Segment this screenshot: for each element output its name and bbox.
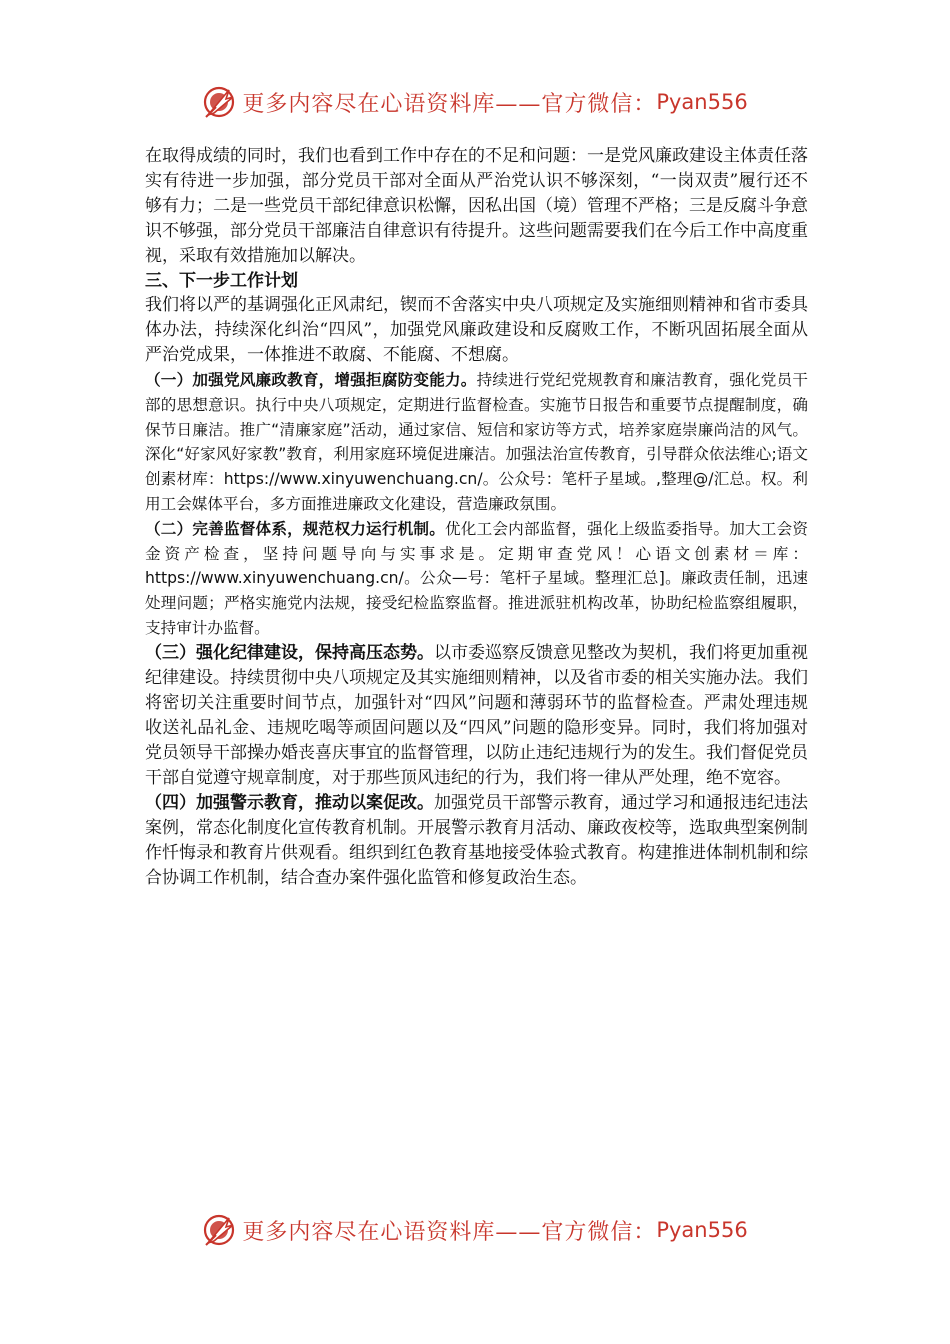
intro-paragraph: 在取得成绩的同时，我们也看到工作中存在的不足和问题：一是党风廉政建设主体责任落实有待进一步加强，部分党员干部对全面从严治党认识不够深刻，“一岗双责”履行还不够有力；二是一些党员干部纪律意识松懈，因私出国（境）管理不严格；三是反腐斗争意识不够强，部分党员干部廉洁自律意识有待提升。这些问题需要我们在今后工作中高度重视，采取有效措施加以解决。: [145, 146, 808, 266]
footer-wechat-id: Pyan556: [656, 1218, 748, 1242]
footer-banner: [0, 1210, 950, 1250]
plan-item-1-lead: （一）加强党风廉政教育，增强拒腐防变能力。: [145, 371, 477, 389]
section-heading: 三、下一步工作计划: [145, 271, 298, 291]
plan-item-4-text: 加强党员干部警示教育，通过学习和通报违纪违法案例，常态化制度化宣传教育机制。开展警示教育月活动、廉政夜校等，选取典型案例制作忏悔录和教育片供观看。组织到红色教育基地接受体验式教育。构建推进体制机制和综合协调工作机制，结合查办案件强化监管和修复政治生态。: [145, 792, 808, 888]
plan-item-3-lead: （三）强化纪律建设，保持高压态势。: [145, 642, 434, 663]
quill-logo-icon: [202, 85, 236, 119]
footer-brand-text: 更多内容尽在心语资料库——官方微信：: [242, 1219, 657, 1245]
banner-wechat-id: Pyan556: [656, 90, 748, 114]
plan-item-2: [145, 517, 808, 641]
plan-item-3-text: 以市委巡察反馈意见整改为契机，我们将更加重视纪律建设。持续贯彻中央八项规定及其实施细则精神，以及省市委的相关实施办法。我们将密切关注重要时间节点，加强针对“四风”问题和薄弱环节的监督检查。严肃处理违规收送礼品礼金、违规吃喝等顽固问题以及“四风”问题的隐形变异。同时，我们将加强对党员领导干部操办婚丧喜庆事宜的监督管理，以防止违纪违规行为的发生。我们督促党员干部自觉遵守规章制度，对于那些顶风违纪的行为，我们将一律从严处理，绝不宽容。: [145, 642, 808, 788]
plan-item-2-text: 优化工会内部监督，强化上级监委指导。加大工会资金资产检查，坚持问题导向与实事求是。定期审查党风！心语文创素材＝库：https://www.xinyuwenchuang.cn/。公众—号：笔杆子星域。整理汇总]。廉政责任制，迅速处理问题；严格实施党内法规，接受纪检监察监督。推进派驻机构改革，协助纪检监察组履职，支持审计办监督。: [145, 519, 808, 637]
plan-item-4: [145, 791, 808, 891]
header-banner: [0, 82, 950, 122]
quill-logo-icon: [202, 1213, 236, 1247]
document-body: [145, 144, 808, 891]
plan-item-4-lead: （四）加强警示教育，推动以案促改。: [145, 792, 434, 813]
plan-item-3: [145, 641, 808, 791]
banner-brand-text: 更多内容尽在心语资料库——官方微信：: [242, 91, 657, 117]
plan-paragraph: 我们将以严的基调强化正风肃纪，锲而不舍落实中央八项规定及实施细则精神和省市委具体办法，持续深化纠治“四风”，加强党风廉政建设和反腐败工作，不断巩固拓展全面从严治党成果，一体推进不敢腐、不能腐、不想腐。: [145, 295, 808, 365]
plan-item-2-lead: （二）完善监督体系，规范权力运行机制。: [145, 519, 446, 538]
plan-item-1: [145, 368, 808, 517]
plan-item-1-text: 持续进行党纪党规教育和廉洁教育，强化党员干部的思想意识。执行中央八项规定，定期进行监督检查。实施节日报告和重要节点提醒制度，确保节日廉洁。推广“清廉家庭”活动，通过家信、短信和家访等方式，培养家庭崇廉尚洁的风气。深化“好家风好家教”教育，利用家庭环境促进廉洁。加强法治宣传教育，引导群众依法维心;语文创素材库：https://www.xinyuwenchuang.cn/。公众号：笔杆子星域。,整理@/汇总。权。利用工会媒体平台，多方面推进廉政文化建设，营造廉政氛围。: [145, 371, 808, 513]
